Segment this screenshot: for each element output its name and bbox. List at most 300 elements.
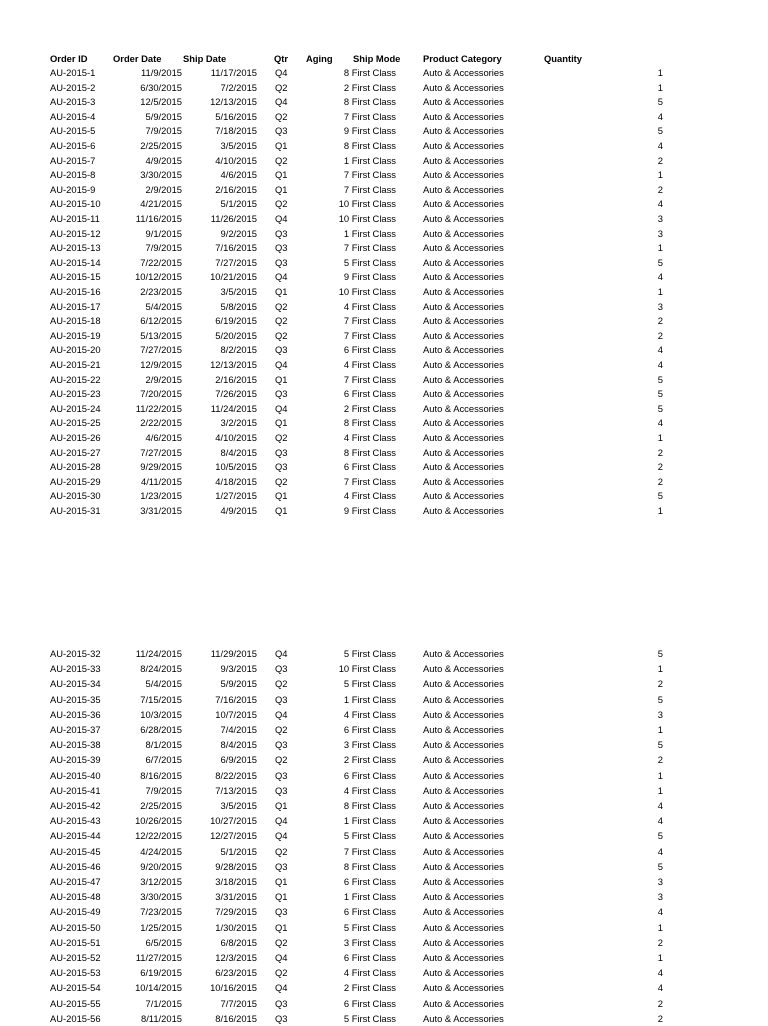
table-row bbox=[0, 168, 768, 182]
ship-date-cell: 10/7/2015 bbox=[215, 708, 257, 720]
ship-date-cell: 7/16/2015 bbox=[215, 242, 257, 254]
quantity-cell: 1 bbox=[657, 921, 663, 933]
product-category-cell: Auto & Accessories bbox=[423, 446, 504, 458]
quantity-cell: 5 bbox=[657, 402, 663, 414]
quantity-cell: 2 bbox=[657, 997, 663, 1009]
order-date-cell: 7/23/2015 bbox=[140, 906, 182, 918]
qtr-cell: Q4 bbox=[275, 359, 288, 370]
qtr-cell: Q2 bbox=[275, 432, 288, 443]
quantity-cell: 5 bbox=[657, 125, 663, 137]
table-row bbox=[0, 708, 768, 722]
product-category-cell: Auto & Accessories bbox=[423, 830, 504, 842]
ship-date-cell: 1/30/2015 bbox=[215, 921, 257, 933]
ship-mode-cell: 6 First Class bbox=[343, 952, 396, 963]
ship-mode-cell: 4 First Class bbox=[343, 359, 396, 370]
order-id-cell: AU-2015-15 bbox=[50, 271, 101, 283]
ship-mode-cell: 1 First Class bbox=[343, 154, 396, 166]
quantity-cell: 5 bbox=[657, 860, 663, 872]
table-row bbox=[0, 769, 768, 783]
qtr-cell: Q4 bbox=[275, 648, 288, 659]
qtr-cell: Q3 bbox=[275, 769, 288, 781]
table-row bbox=[0, 387, 768, 401]
order-date-cell: 9/1/2015 bbox=[145, 227, 182, 239]
product-category-cell: Auto & Accessories bbox=[423, 678, 504, 690]
ship-date-cell: 2/16/2015 bbox=[215, 373, 257, 385]
product-category-cell: Auto & Accessories bbox=[423, 271, 504, 283]
order-id-cell: AU-2015-7 bbox=[50, 154, 96, 166]
product-category-cell: Auto & Accessories bbox=[423, 388, 504, 400]
order-date-cell: 7/9/2015 bbox=[145, 125, 182, 137]
product-category-cell: Auto & Accessories bbox=[423, 67, 504, 78]
quantity-cell: 4 bbox=[657, 800, 663, 811]
order-id-cell: AU-2015-18 bbox=[50, 315, 101, 327]
quantity-cell: 1 bbox=[657, 505, 663, 516]
ship-mode-cell: 8 First Class bbox=[343, 67, 396, 78]
order-date-cell: 2/9/2015 bbox=[145, 183, 182, 195]
product-category-cell: Auto & Accessories bbox=[423, 96, 504, 108]
product-category-cell: Auto & Accessories bbox=[423, 921, 504, 933]
order-id-cell: AU-2015-26 bbox=[50, 432, 101, 443]
header-aging: Aging bbox=[306, 53, 333, 64]
ship-mode-cell: 4 First Class bbox=[343, 432, 396, 443]
product-category-cell: Auto & Accessories bbox=[423, 242, 504, 254]
product-category-cell: Auto & Accessories bbox=[423, 845, 504, 857]
order-date-cell: 6/28/2015 bbox=[140, 724, 182, 735]
order-id-cell: AU-2015-23 bbox=[50, 388, 101, 400]
table-row bbox=[0, 723, 768, 737]
order-id-cell: AU-2015-17 bbox=[50, 300, 101, 312]
ship-date-cell: 7/18/2015 bbox=[215, 125, 257, 137]
order-id-cell: AU-2015-20 bbox=[50, 344, 101, 356]
quantity-cell: 3 bbox=[657, 876, 663, 887]
order-id-cell: AU-2015-1 bbox=[50, 67, 96, 78]
ship-date-cell: 8/4/2015 bbox=[220, 739, 257, 751]
table-row bbox=[0, 951, 768, 965]
ship-mode-cell: 5 First Class bbox=[343, 678, 396, 690]
order-id-cell: AU-2015-4 bbox=[50, 110, 96, 122]
ship-date-cell: 4/18/2015 bbox=[215, 475, 257, 487]
quantity-cell: 2 bbox=[657, 461, 663, 473]
qtr-cell: Q2 bbox=[275, 754, 288, 766]
product-category-cell: Auto & Accessories bbox=[423, 648, 504, 659]
order-id-cell: AU-2015-2 bbox=[50, 81, 96, 93]
quantity-cell: 2 bbox=[657, 329, 663, 341]
ship-date-cell: 12/13/2015 bbox=[210, 359, 257, 370]
qtr-cell: Q1 bbox=[275, 876, 288, 887]
product-category-cell: Auto & Accessories bbox=[423, 490, 504, 502]
table-row bbox=[0, 677, 768, 691]
ship-date-cell: 5/9/2015 bbox=[220, 678, 257, 690]
ship-date-cell: 7/2/2015 bbox=[220, 81, 257, 93]
order-date-cell: 11/24/2015 bbox=[135, 648, 182, 659]
order-id-cell: AU-2015-27 bbox=[50, 446, 101, 458]
product-category-cell: Auto & Accessories bbox=[423, 475, 504, 487]
ship-mode-cell: 7 First Class bbox=[343, 475, 396, 487]
order-id-cell: AU-2015-51 bbox=[50, 936, 101, 948]
quantity-cell: 2 bbox=[657, 678, 663, 690]
order-date-cell: 7/27/2015 bbox=[140, 344, 182, 356]
table-row bbox=[0, 329, 768, 343]
ship-mode-cell: 8 First Class bbox=[343, 446, 396, 458]
table-row bbox=[0, 504, 768, 518]
order-id-cell: AU-2015-31 bbox=[50, 505, 101, 516]
quantity-cell: 5 bbox=[657, 373, 663, 385]
table-row bbox=[0, 814, 768, 828]
order-date-cell: 4/11/2015 bbox=[140, 475, 182, 487]
order-date-cell: 12/5/2015 bbox=[140, 96, 182, 108]
quantity-cell: 4 bbox=[657, 198, 663, 210]
table-row bbox=[0, 936, 768, 950]
order-date-cell: 8/1/2015 bbox=[145, 739, 182, 751]
quantity-cell: 2 bbox=[657, 315, 663, 327]
order-date-cell: 12/22/2015 bbox=[135, 830, 182, 842]
order-date-cell: 3/30/2015 bbox=[140, 891, 182, 903]
order-id-cell: AU-2015-44 bbox=[50, 830, 101, 842]
quantity-cell: 3 bbox=[657, 227, 663, 239]
order-date-cell: 11/16/2015 bbox=[135, 213, 182, 224]
order-date-cell: 7/15/2015 bbox=[140, 693, 182, 705]
order-date-cell: 7/9/2015 bbox=[145, 784, 182, 796]
order-id-cell: AU-2015-9 bbox=[50, 183, 96, 195]
order-date-cell: 10/12/2015 bbox=[135, 271, 182, 283]
ship-mode-cell: 1 First Class bbox=[343, 891, 396, 903]
quantity-cell: 2 bbox=[657, 1012, 663, 1024]
order-id-cell: AU-2015-46 bbox=[50, 860, 101, 872]
ship-mode-cell: 10 First Class bbox=[338, 198, 396, 210]
order-date-cell: 9/20/2015 bbox=[140, 860, 182, 872]
qtr-cell: Q2 bbox=[275, 967, 288, 979]
order-id-cell: AU-2015-16 bbox=[50, 286, 101, 297]
table-row bbox=[0, 753, 768, 767]
qtr-cell: Q3 bbox=[275, 125, 288, 137]
qtr-cell: Q1 bbox=[275, 169, 288, 181]
ship-date-cell: 5/1/2015 bbox=[220, 198, 257, 210]
ship-mode-cell: 9 First Class bbox=[343, 505, 396, 516]
order-date-cell: 12/9/2015 bbox=[140, 359, 182, 370]
order-date-cell: 5/9/2015 bbox=[145, 110, 182, 122]
qtr-cell: Q4 bbox=[275, 815, 288, 827]
product-category-cell: Auto & Accessories bbox=[423, 300, 504, 312]
qtr-cell: Q3 bbox=[275, 784, 288, 796]
ship-date-cell: 5/20/2015 bbox=[215, 329, 257, 341]
order-id-cell: AU-2015-28 bbox=[50, 461, 101, 473]
quantity-cell: 2 bbox=[657, 154, 663, 166]
order-date-cell: 7/20/2015 bbox=[140, 388, 182, 400]
quantity-cell: 1 bbox=[657, 724, 663, 735]
table-row bbox=[0, 183, 768, 197]
quantity-cell: 5 bbox=[657, 648, 663, 659]
ship-date-cell: 5/16/2015 bbox=[215, 110, 257, 122]
order-id-cell: AU-2015-33 bbox=[50, 663, 101, 675]
product-category-cell: Auto & Accessories bbox=[423, 739, 504, 751]
qtr-cell: Q4 bbox=[275, 708, 288, 720]
ship-date-cell: 12/27/2015 bbox=[210, 830, 257, 842]
qtr-cell: Q3 bbox=[275, 242, 288, 254]
ship-date-cell: 7/7/2015 bbox=[220, 997, 257, 1009]
order-id-cell: AU-2015-13 bbox=[50, 242, 101, 254]
ship-mode-cell: 9 First Class bbox=[343, 125, 396, 137]
header-ship-mode: Ship Mode bbox=[353, 53, 401, 64]
qtr-cell: Q2 bbox=[275, 936, 288, 948]
ship-date-cell: 1/27/2015 bbox=[215, 490, 257, 502]
table-row bbox=[0, 860, 768, 874]
ship-mode-cell: 5 First Class bbox=[343, 256, 396, 268]
order-date-cell: 2/9/2015 bbox=[145, 373, 182, 385]
product-category-cell: Auto & Accessories bbox=[423, 784, 504, 796]
product-category-cell: Auto & Accessories bbox=[423, 997, 504, 1009]
product-category-cell: Auto & Accessories bbox=[423, 860, 504, 872]
order-date-cell: 8/24/2015 bbox=[140, 663, 182, 675]
qtr-cell: Q3 bbox=[275, 344, 288, 356]
table-row bbox=[0, 110, 768, 124]
ship-mode-cell: 9 First Class bbox=[343, 271, 396, 283]
qtr-cell: Q4 bbox=[275, 952, 288, 963]
quantity-cell: 5 bbox=[657, 830, 663, 842]
product-category-cell: Auto & Accessories bbox=[423, 952, 504, 963]
quantity-cell: 1 bbox=[657, 242, 663, 254]
ship-date-cell: 11/26/2015 bbox=[210, 213, 257, 224]
quantity-cell: 4 bbox=[657, 906, 663, 918]
ship-date-cell: 10/27/2015 bbox=[210, 815, 257, 827]
table-row bbox=[0, 997, 768, 1011]
ship-mode-cell: 7 First Class bbox=[343, 169, 396, 181]
ship-date-cell: 9/3/2015 bbox=[220, 663, 257, 675]
order-date-cell: 4/6/2015 bbox=[145, 432, 182, 443]
qtr-cell: Q2 bbox=[275, 315, 288, 327]
quantity-cell: 3 bbox=[657, 891, 663, 903]
order-date-cell: 5/4/2015 bbox=[145, 300, 182, 312]
ship-mode-cell: 8 First Class bbox=[343, 140, 396, 151]
header-ship-date: Ship Date bbox=[183, 53, 227, 64]
order-id-cell: AU-2015-56 bbox=[50, 1012, 101, 1024]
ship-mode-cell: 4 First Class bbox=[343, 708, 396, 720]
table-row bbox=[0, 431, 768, 445]
table-row bbox=[0, 124, 768, 138]
order-id-cell: AU-2015-21 bbox=[50, 359, 101, 370]
order-id-cell: AU-2015-55 bbox=[50, 997, 101, 1009]
ship-mode-cell: 7 First Class bbox=[343, 845, 396, 857]
ship-mode-cell: 5 First Class bbox=[343, 1012, 396, 1024]
product-category-cell: Auto & Accessories bbox=[423, 227, 504, 239]
order-id-cell: AU-2015-41 bbox=[50, 784, 101, 796]
order-date-cell: 4/9/2015 bbox=[145, 154, 182, 166]
order-date-cell: 6/7/2015 bbox=[145, 754, 182, 766]
order-id-cell: AU-2015-3 bbox=[50, 96, 96, 108]
order-id-cell: AU-2015-48 bbox=[50, 891, 101, 903]
ship-mode-cell: 8 First Class bbox=[343, 860, 396, 872]
quantity-cell: 4 bbox=[657, 845, 663, 857]
ship-date-cell: 6/8/2015 bbox=[220, 936, 257, 948]
product-category-cell: Auto & Accessories bbox=[423, 329, 504, 341]
ship-mode-cell: 6 First Class bbox=[343, 997, 396, 1009]
order-date-cell: 6/19/2015 bbox=[140, 967, 182, 979]
order-date-cell: 7/9/2015 bbox=[145, 242, 182, 254]
ship-date-cell: 11/17/2015 bbox=[210, 67, 257, 78]
ship-date-cell: 2/16/2015 bbox=[215, 183, 257, 195]
order-date-cell: 4/21/2015 bbox=[140, 198, 182, 210]
order-id-cell: AU-2015-24 bbox=[50, 402, 101, 414]
table-row bbox=[0, 270, 768, 284]
quantity-cell: 4 bbox=[657, 344, 663, 356]
header-order-id: Order ID bbox=[50, 53, 88, 64]
product-category-cell: Auto & Accessories bbox=[423, 461, 504, 473]
ship-date-cell: 12/13/2015 bbox=[210, 96, 257, 108]
qtr-cell: Q1 bbox=[275, 140, 288, 151]
quantity-cell: 5 bbox=[657, 256, 663, 268]
ship-date-cell: 6/19/2015 bbox=[215, 315, 257, 327]
ship-mode-cell: 6 First Class bbox=[343, 876, 396, 887]
table-row bbox=[0, 154, 768, 168]
quantity-cell: 4 bbox=[657, 359, 663, 370]
order-date-cell: 3/31/2015 bbox=[140, 505, 182, 516]
ship-date-cell: 6/23/2015 bbox=[215, 967, 257, 979]
header-order-date: Order Date bbox=[113, 53, 162, 64]
ship-mode-cell: 5 First Class bbox=[343, 648, 396, 659]
qtr-cell: Q1 bbox=[275, 800, 288, 811]
ship-date-cell: 12/3/2015 bbox=[215, 952, 257, 963]
ship-mode-cell: 2 First Class bbox=[343, 754, 396, 766]
order-date-cell: 10/14/2015 bbox=[135, 982, 182, 994]
order-date-cell: 5/4/2015 bbox=[145, 678, 182, 690]
order-id-cell: AU-2015-10 bbox=[50, 198, 101, 210]
quantity-cell: 1 bbox=[657, 432, 663, 443]
product-category-cell: Auto & Accessories bbox=[423, 708, 504, 720]
order-id-cell: AU-2015-34 bbox=[50, 678, 101, 690]
product-category-cell: Auto & Accessories bbox=[423, 125, 504, 137]
product-category-cell: Auto & Accessories bbox=[423, 876, 504, 887]
ship-date-cell: 8/22/2015 bbox=[215, 769, 257, 781]
order-date-cell: 4/24/2015 bbox=[140, 845, 182, 857]
order-id-cell: AU-2015-42 bbox=[50, 800, 101, 811]
product-category-cell: Auto & Accessories bbox=[423, 169, 504, 181]
order-id-cell: AU-2015-5 bbox=[50, 125, 96, 137]
ship-mode-cell: 4 First Class bbox=[343, 784, 396, 796]
table-row bbox=[0, 256, 768, 270]
ship-date-cell: 11/29/2015 bbox=[210, 648, 257, 659]
table-row bbox=[0, 921, 768, 935]
qtr-cell: Q4 bbox=[275, 982, 288, 994]
ship-date-cell: 8/4/2015 bbox=[220, 446, 257, 458]
order-date-cell: 10/26/2015 bbox=[135, 815, 182, 827]
ship-mode-cell: 1 First Class bbox=[343, 227, 396, 239]
product-category-cell: Auto & Accessories bbox=[423, 140, 504, 151]
quantity-cell: 4 bbox=[657, 140, 663, 151]
qtr-cell: Q2 bbox=[275, 154, 288, 166]
product-category-cell: Auto & Accessories bbox=[423, 982, 504, 994]
order-date-cell: 1/23/2015 bbox=[140, 490, 182, 502]
table-row bbox=[0, 300, 768, 314]
quantity-cell: 1 bbox=[657, 67, 663, 78]
order-id-cell: AU-2015-12 bbox=[50, 227, 101, 239]
order-id-cell: AU-2015-19 bbox=[50, 329, 101, 341]
ship-date-cell: 8/16/2015 bbox=[215, 1012, 257, 1024]
order-id-cell: AU-2015-22 bbox=[50, 373, 101, 385]
header-product-category: Product Category bbox=[423, 53, 502, 64]
qtr-cell: Q2 bbox=[275, 475, 288, 487]
product-category-cell: Auto & Accessories bbox=[423, 315, 504, 327]
order-date-cell: 2/25/2015 bbox=[140, 140, 182, 151]
ship-date-cell: 10/16/2015 bbox=[210, 982, 257, 994]
quantity-cell: 1 bbox=[657, 81, 663, 93]
ship-date-cell: 9/2/2015 bbox=[220, 227, 257, 239]
product-category-cell: Auto & Accessories bbox=[423, 800, 504, 811]
order-date-cell: 7/22/2015 bbox=[140, 256, 182, 268]
product-category-cell: Auto & Accessories bbox=[423, 81, 504, 93]
qtr-cell: Q2 bbox=[275, 110, 288, 122]
ship-date-cell: 5/8/2015 bbox=[220, 300, 257, 312]
ship-mode-cell: 6 First Class bbox=[343, 769, 396, 781]
product-category-cell: Auto & Accessories bbox=[423, 373, 504, 385]
order-date-cell: 2/22/2015 bbox=[140, 417, 182, 429]
order-date-cell: 2/25/2015 bbox=[140, 800, 182, 811]
order-date-cell: 10/3/2015 bbox=[140, 708, 182, 720]
ship-date-cell: 7/27/2015 bbox=[215, 256, 257, 268]
ship-date-cell: 10/21/2015 bbox=[210, 271, 257, 283]
table-row bbox=[0, 95, 768, 109]
order-id-cell: AU-2015-36 bbox=[50, 708, 101, 720]
quantity-cell: 5 bbox=[657, 693, 663, 705]
order-id-cell: AU-2015-11 bbox=[50, 213, 100, 224]
ship-mode-cell: 6 First Class bbox=[343, 461, 396, 473]
product-category-cell: Auto & Accessories bbox=[423, 432, 504, 443]
qtr-cell: Q1 bbox=[275, 183, 288, 195]
qtr-cell: Q2 bbox=[275, 81, 288, 93]
product-category-cell: Auto & Accessories bbox=[423, 815, 504, 827]
ship-mode-cell: 5 First Class bbox=[343, 921, 396, 933]
ship-mode-cell: 6 First Class bbox=[343, 906, 396, 918]
ship-mode-cell: 7 First Class bbox=[343, 315, 396, 327]
quantity-cell: 1 bbox=[657, 769, 663, 781]
quantity-cell: 2 bbox=[657, 183, 663, 195]
table-row bbox=[0, 475, 768, 489]
table-row bbox=[0, 890, 768, 904]
table-row bbox=[0, 784, 768, 798]
ship-date-cell: 6/9/2015 bbox=[220, 754, 257, 766]
qtr-cell: Q3 bbox=[275, 860, 288, 872]
order-id-cell: AU-2015-43 bbox=[50, 815, 101, 827]
ship-date-cell: 4/10/2015 bbox=[215, 432, 257, 443]
ship-mode-cell: 3 First Class bbox=[343, 936, 396, 948]
table-row bbox=[0, 966, 768, 980]
table-row bbox=[0, 489, 768, 503]
product-category-cell: Auto & Accessories bbox=[423, 769, 504, 781]
product-category-cell: Auto & Accessories bbox=[423, 402, 504, 414]
table-row bbox=[0, 241, 768, 255]
quantity-cell: 1 bbox=[657, 169, 663, 181]
order-date-cell: 11/9/2015 bbox=[140, 67, 182, 78]
ship-date-cell: 4/10/2015 bbox=[215, 154, 257, 166]
quantity-cell: 2 bbox=[657, 936, 663, 948]
ship-date-cell: 5/1/2015 bbox=[220, 845, 257, 857]
order-id-cell: AU-2015-49 bbox=[50, 906, 101, 918]
product-category-cell: Auto & Accessories bbox=[423, 256, 504, 268]
ship-date-cell: 7/29/2015 bbox=[215, 906, 257, 918]
ship-date-cell: 3/5/2015 bbox=[220, 800, 257, 811]
product-category-cell: Auto & Accessories bbox=[423, 154, 504, 166]
ship-date-cell: 3/5/2015 bbox=[220, 140, 257, 151]
qtr-cell: Q3 bbox=[275, 663, 288, 675]
ship-mode-cell: 10 First Class bbox=[338, 213, 396, 224]
qtr-cell: Q4 bbox=[275, 402, 288, 414]
quantity-cell: 1 bbox=[657, 663, 663, 675]
ship-mode-cell: 8 First Class bbox=[343, 800, 396, 811]
qtr-cell: Q3 bbox=[275, 256, 288, 268]
qtr-cell: Q4 bbox=[275, 67, 288, 78]
qtr-cell: Q3 bbox=[275, 388, 288, 400]
product-category-cell: Auto & Accessories bbox=[423, 110, 504, 122]
order-id-cell: AU-2015-53 bbox=[50, 967, 101, 979]
quantity-cell: 5 bbox=[657, 388, 663, 400]
